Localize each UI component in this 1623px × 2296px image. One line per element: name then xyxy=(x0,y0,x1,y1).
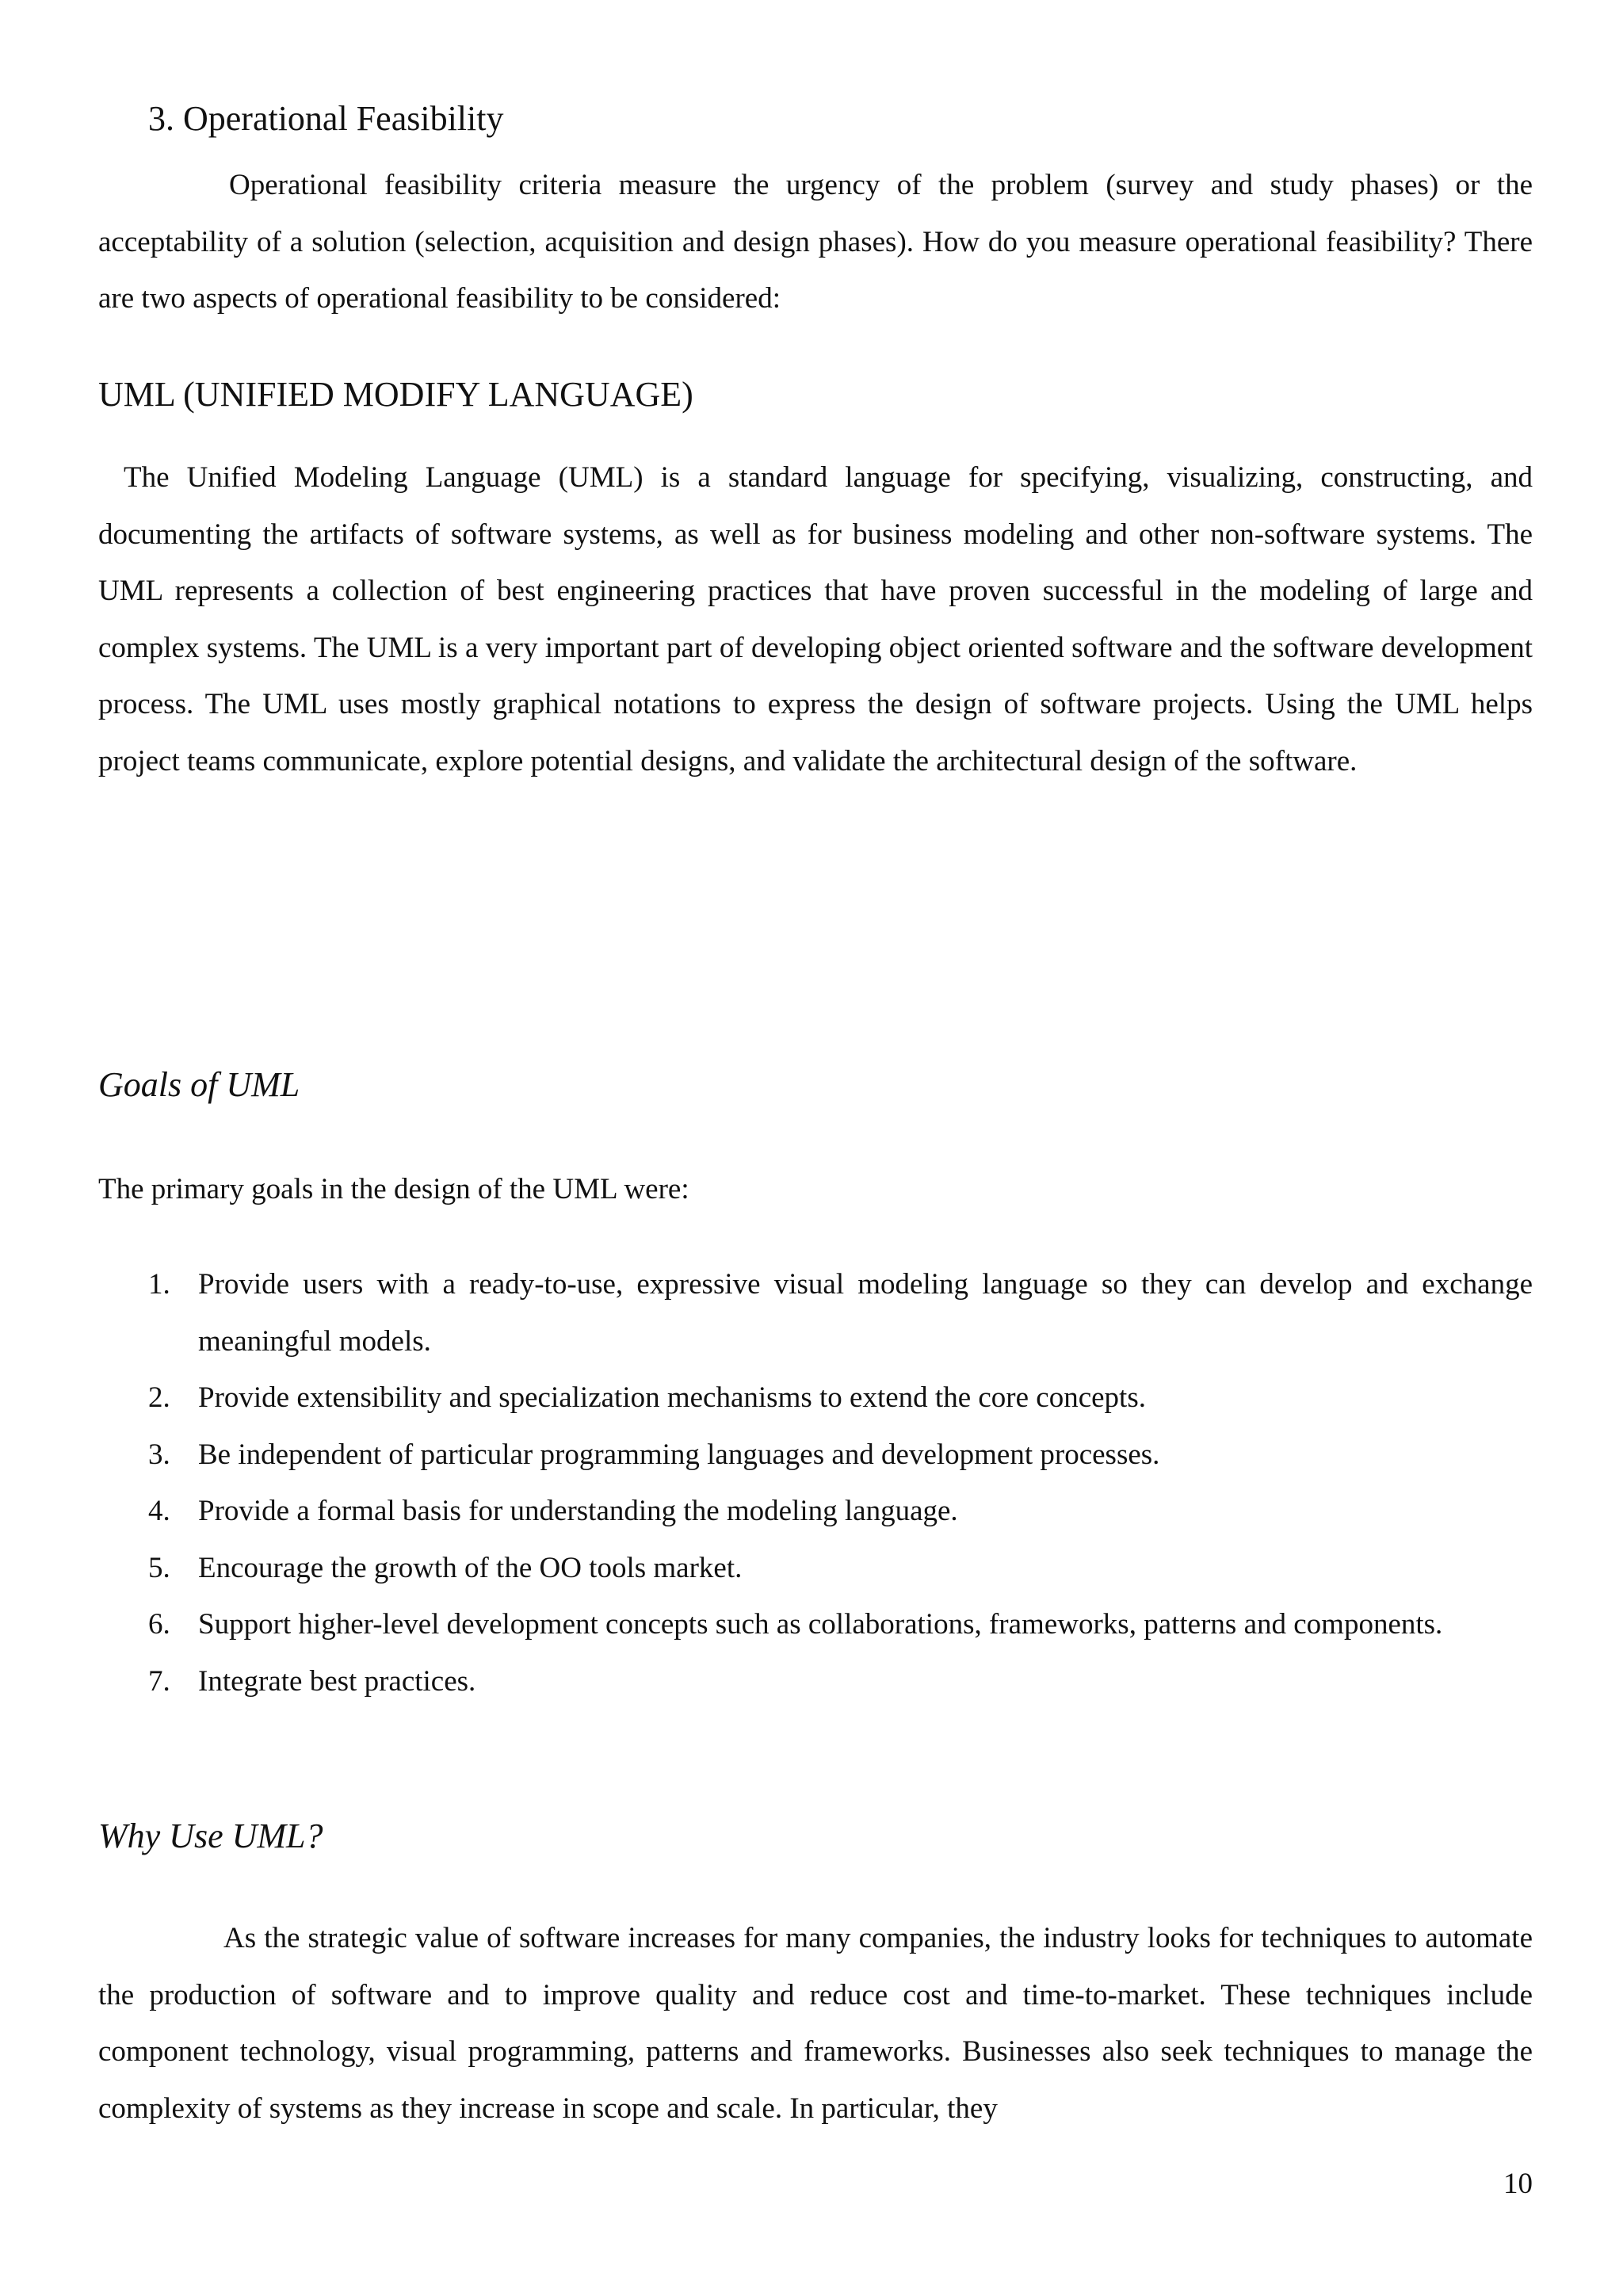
operational-feasibility-paragraph: Operational feasibility criteria measure the urgency of the problem (survey and study phases) or the acceptability of a solution (selection, acquisition and design phases). How do you measure operational feasibility? There are two aspects of operational feasibility to be considered: xyxy=(98,169,1533,315)
list-item-number: 3. xyxy=(148,1438,170,1471)
list-item-text: Provide users with a ready-to-use, expressive visual modeling language so they can develop and exchange meaningful models. xyxy=(198,1268,1533,1358)
list-item-text: Encourage the growth of the OO tools market. xyxy=(198,1551,743,1584)
section-heading-uml: UML (UNIFIED MODIFY LANGUAGE) xyxy=(98,375,693,414)
list-item xyxy=(98,1427,1533,1484)
section-heading-operational-feasibility: 3. Operational Feasibility xyxy=(148,99,504,138)
subheading-goals-of-uml: Goals of UML xyxy=(98,1065,300,1104)
uml-paragraph: The Unified Modeling Language (UML) is a standard language for specifying, visualizing, constructing, and documenting the artifacts of software systems, as well as for business modeling and other non-software systems. The UML represents a collection of best engineering practices that have proven successful in the modeling of large and complex systems. The UML is a very important part of developing object oriented software and the software development process. The UML uses mostly graphical notations to express the design of software projects. Using the UML helps project teams communicate, explore potential designs, and validate the architectural design of the software. xyxy=(98,461,1533,777)
goals-list xyxy=(98,1256,1533,1710)
list-item-text: Be independent of particular programming languages and development processes. xyxy=(198,1438,1160,1471)
list-item-text: Provide a formal basis for understanding the modeling language. xyxy=(198,1495,958,1527)
list-item-number: 7. xyxy=(148,1664,170,1698)
subheading-why-use-uml: Why Use UML? xyxy=(98,1817,323,1855)
list-item xyxy=(98,1653,1533,1710)
list-item xyxy=(98,1256,1533,1370)
list-item-number: 5. xyxy=(148,1551,170,1584)
list-item-number: 2. xyxy=(148,1381,170,1414)
list-item xyxy=(98,1483,1533,1540)
list-item-number: 6. xyxy=(148,1608,170,1641)
goals-intro: The primary goals in the design of the UML were: xyxy=(98,1173,689,1205)
list-item-number: 1. xyxy=(148,1268,170,1301)
list-item-text: Integrate best practices. xyxy=(198,1664,476,1698)
list-item-text: Provide extensibility and specialization mechanisms to extend the core concepts. xyxy=(198,1381,1146,1414)
list-item xyxy=(98,1540,1533,1597)
document-page xyxy=(98,0,1533,2296)
list-item xyxy=(98,1370,1533,1427)
page-number: 10 xyxy=(1503,2168,1533,2200)
list-item xyxy=(98,1596,1533,1653)
list-item-text: Support higher-level development concepts such as collaborations, frameworks, patterns and components. xyxy=(198,1608,1443,1641)
why-use-uml-paragraph: As the strategic value of software increases for many companies, the industry looks for techniques to automate the production of software and to improve quality and reduce cost and time-to-market. These techniques include component technology, visual programming, patterns and frameworks. Businesses also seek techniques to manage the complexity of systems as they increase in scope and scale. In particular, they xyxy=(98,1922,1533,2125)
list-item-number: 4. xyxy=(148,1495,170,1527)
